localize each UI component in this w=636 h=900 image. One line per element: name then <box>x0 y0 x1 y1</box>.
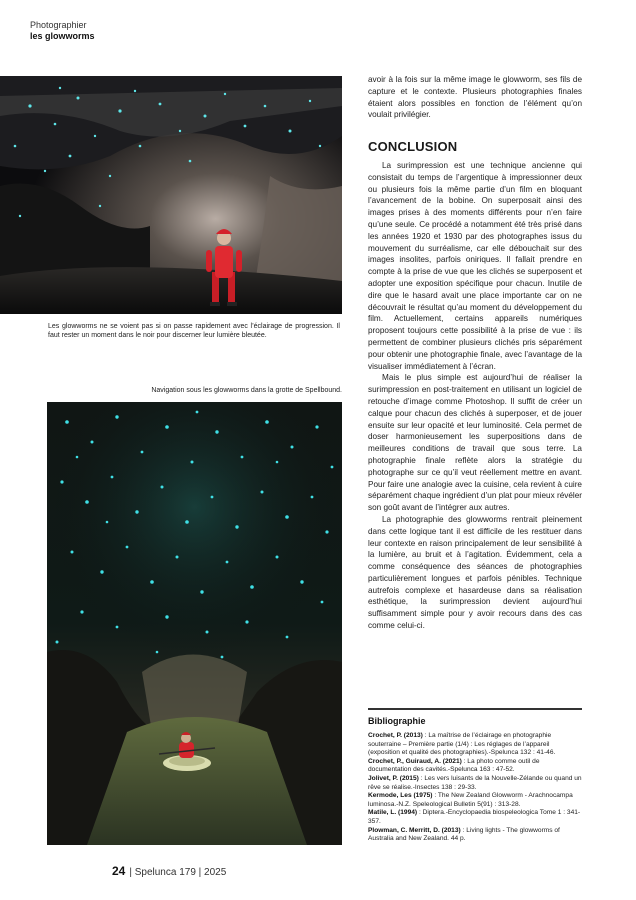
bibliography-rule <box>368 708 582 710</box>
article-continuation <box>368 74 582 121</box>
bibliography-title: Bibliographie <box>368 716 426 726</box>
bibliography-list <box>368 732 582 844</box>
header-line-1: Photographier <box>30 20 87 30</box>
ref-author: Crochet, P., Guiraud, A. (2021) <box>368 757 462 765</box>
ref-text: : La photo comme outil de documentation des cavités.-Spelunca 163 : 47-52. <box>368 757 540 774</box>
ref-text: : The New Zealand Glowworm - Arachnocampa luminosa.-N.Z. Speleological Bulletin 5(91) : 313-28. <box>368 792 573 808</box>
ref-text: : La maîtrise de l’éclairage en photographie souterraine – Première partie (1/4) : Les réglages de l’appareil (exposition et qualité des photographies).-Spelunca 132 : 41-46. <box>368 732 556 757</box>
conclusion-paragraph: Mais le plus simple est aujourd’hui de réaliser la surimpression en post-traitement en utilisant un logiciel de retouche d’image comme Photoshop. Il suffit de créer un calque pour chacun des clichés à superposer, et de jouer ensuite sur leur opacité et leur luminosité. Cela permet de doser harmonieusement les superpositions dans de meilleures conditions de travail que sous terre. La photographie finale reflète alors la stratégie du photographe sur ce qu’il veut réellement mettre en avant. Pour faire une analogie avec la cuisine, cela revient à cuire séparément chaque ingrédient d’un plat pour mieux révéler son goût avant de l’intégrer aux autres. <box>368 373 582 513</box>
photo-caver-glowworms <box>0 76 342 314</box>
bibliography-entry <box>368 792 582 809</box>
ref-author: Matile, L. (1994) <box>368 809 418 817</box>
section-heading-conclusion: CONCLUSION <box>368 139 458 154</box>
running-header <box>30 20 95 42</box>
page-footer <box>112 864 226 878</box>
ref-text: : Diptera.-Encyclopaedia biospeleologica Tome 1 : 341-357. <box>368 809 581 825</box>
photo-spellbound-boat <box>47 402 342 845</box>
publication-info: | Spelunca 179 | 2025 <box>129 867 227 878</box>
bibliography-entry <box>368 809 582 826</box>
ref-author: Jolivet, P. (2015) <box>368 774 419 782</box>
ref-author: Kermode, Les (1975) <box>368 792 433 800</box>
bibliography-entry <box>368 758 582 775</box>
conclusion-paragraph: La surimpression est une technique ancienne qui consistait du temps de l’argentique à impressionner deux ou plusieurs fois la même partie d’un film en bloquant l’avancement de la bobine. On superposait ainsi des images prises à des moments différents pour n’en faire qu’une seule. Ce procédé a notamment été très prisé dans les années 1920 et 1930 par des photographes issus du mouvement du surréalisme, car elle débouchait sur des images insolites, parfois oniriques. Il fallait prendre en compte à la prise de vue que les clichés se superposent et adopter une exposition spécifique pour chacun. Inutile de dire que le hasard avait une place importante car on ne découvrait le résultat qu’au moment du développement du film. Actuellement, certains appareils numériques proposent toujours cette possibilité à la prise de vue : ils permettent de combiner plusieurs clichés pris séparément pour obtenir une photographie finale, avec l’avantage de la visualiser immédiatement à l’écran. <box>368 161 582 371</box>
bibliography-entry <box>368 827 582 844</box>
page-number: 24 <box>112 864 126 878</box>
header-line-2: les glowworms <box>30 31 95 41</box>
continuation-paragraph: avoir à la fois sur la même image le glowworm, ses fils de capture et le contexte. Plusieurs photographies finales étaient alors possibles en fonction de l’élément qu’on voulait privilégier. <box>368 75 582 120</box>
ref-text: : Les vers luisants de la Nouvelle-Zélande ou quand un rêve se réalise.-Insectes 138 : 29-33. <box>368 774 582 791</box>
photo-caption-2: Navigation sous les glowworms dans la grotte de Spellbound. <box>151 387 342 394</box>
ref-text: : Living lights - The glowworms of Australia and New Zealand. 44 p. <box>368 826 560 843</box>
conclusion-body <box>368 160 582 632</box>
photo-caption-1: Les glowworms ne se voient pas si on passe rapidement avec l’éclairage de progression. Il faut rester un moment dans le noir pour discerner leur lumière bleutée. <box>48 323 340 340</box>
ref-author: Plowman, C. Merritt, D. (2013) <box>368 826 461 834</box>
bibliography-entry <box>368 775 582 792</box>
ref-author: Crochet, P. (2013) <box>368 732 423 739</box>
conclusion-paragraph: La photographie des glowworms rentrait pleinement dans cette logique tant il est difficile de les restituer dans leur contexte en raison principalement de leur sensibilité à la lumière, au bruit et à l’agitation. Évidemment, cela a comme conséquence des séances de photographies particulièrement longues et parfois pénibles. Technique autrefois complexe et hasardeuse dans sa réalisation esthétique, la surimpression devient aujourd’hui suffisamment simple pour y avoir recours dans des cas comme celui-ci. <box>368 514 582 631</box>
bibliography-entry <box>368 732 582 758</box>
